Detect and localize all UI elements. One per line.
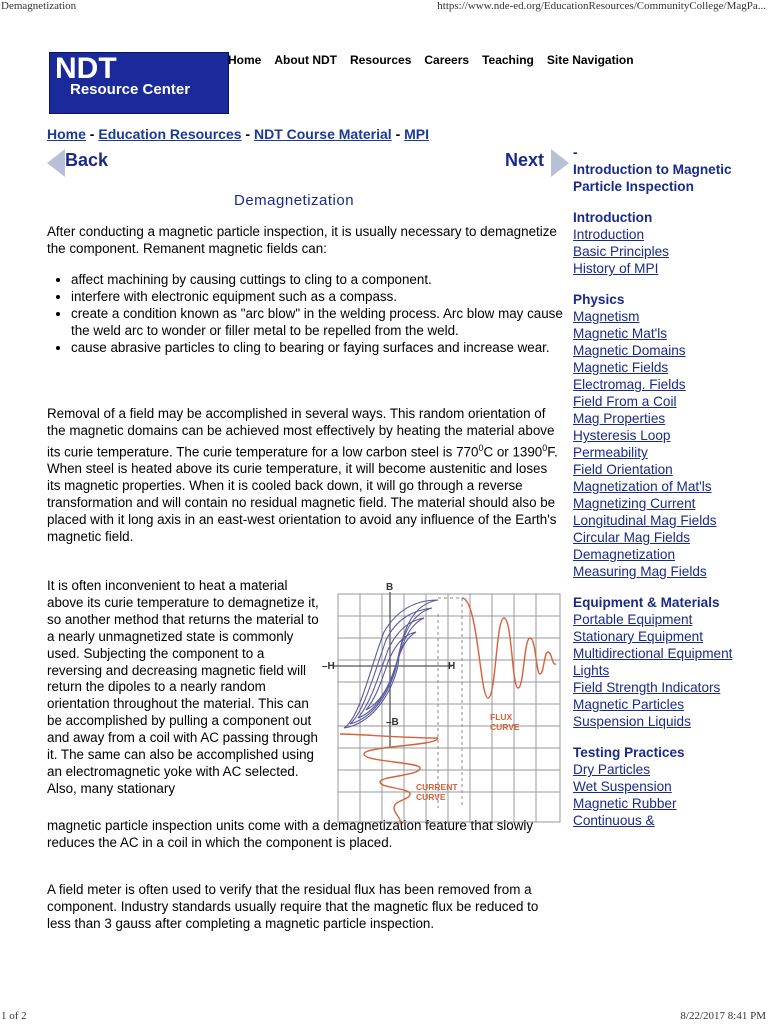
next-button[interactable] xyxy=(505,146,569,180)
print-footer-datetime: 8/22/2017 8:41 PM xyxy=(680,1010,766,1022)
logo-ndt: NDT xyxy=(55,52,117,85)
hysteresis-loops xyxy=(344,600,438,728)
nav-home[interactable]: Home xyxy=(228,53,262,67)
back-button[interactable] xyxy=(47,146,117,180)
sidebar-link[interactable]: Magnetizing Current xyxy=(573,496,696,511)
print-footer xyxy=(0,1010,768,1024)
field-meter-paragraph: A field meter is often used to verify that the residual flux has been removed from a component. Industry standards usually require that the magnetic flux be reduced to less than 3 gauss after completing a magnetic particle inspection. xyxy=(47,882,539,931)
sidebar-link[interactable]: Magnetic Fields xyxy=(573,360,669,375)
sidebar-heading-introduction: Introduction xyxy=(573,210,653,225)
sidebar-link[interactable]: Multidirectional Equipment xyxy=(573,646,733,661)
ac-demag-paragraph-cont: magnetic particle inspection units come with a demagnetization feature that slowly reduces the AC in a coil in which the component is placed. xyxy=(47,818,534,850)
breadcrumb-mpi[interactable]: MPI xyxy=(404,126,430,142)
sidebar-link[interactable]: Magnetization of Mat'ls xyxy=(573,479,712,494)
remanent-field-effects-list xyxy=(47,272,563,357)
axis-label-neg-h: –H xyxy=(322,661,335,672)
print-footer-page: 1 of 2 xyxy=(1,1010,27,1022)
sidebar-heading-testing-practices: Testing Practices xyxy=(573,745,685,760)
sidebar-link[interactable]: Permeability xyxy=(573,445,648,460)
nav-teaching[interactable]: Teaching xyxy=(482,53,534,67)
hysteresis-demag-diagram xyxy=(320,578,564,828)
nav-resources[interactable]: Resources xyxy=(350,53,412,67)
print-header xyxy=(0,0,768,14)
course-sidebar xyxy=(573,144,763,829)
sidebar-link[interactable]: Magnetic Mat'ls xyxy=(573,326,668,341)
sidebar-link[interactable]: Circular Mag Fields xyxy=(573,530,691,545)
sidebar-link[interactable]: Dry Particles xyxy=(573,762,651,777)
logo-subtitle: Resource Center xyxy=(70,81,191,98)
list-item: • create a condition known as "arc blow" in the welding process. Arc blow may cause the weld arc to wonder or filler metal to be repelled from the weld. xyxy=(71,306,563,340)
axis-label-b: B xyxy=(386,582,394,593)
sidebar-link[interactable]: Wet Suspension xyxy=(573,779,672,794)
sidebar-link[interactable]: Suspension Liquids xyxy=(573,714,691,729)
sidebar-link[interactable]: Introduction xyxy=(573,227,645,242)
back-label: Back xyxy=(65,150,109,170)
current-curve-label-2: CURVE xyxy=(416,792,446,802)
sidebar-link[interactable]: Basic Principles xyxy=(573,244,669,259)
nav-careers[interactable]: Careers xyxy=(424,53,470,67)
next-label: Next xyxy=(505,150,545,170)
breadcrumb-ndt-course-material[interactable]: NDT Course Material xyxy=(253,126,392,142)
top-navigation xyxy=(228,53,647,67)
sidebar-link[interactable]: Field Strength Indicators xyxy=(573,680,721,695)
axis-label-neg-b: –B xyxy=(386,717,399,728)
flux-curve-label-2: CURVE xyxy=(490,722,520,732)
flux-curve-label-1: FLUX xyxy=(490,712,513,722)
ac-demag-paragraph: It is often inconvenient to heat a material above its curie temperature to demagnetize it, so another method that returns the material to a nearly unmagnetized state is commonly used. Subjecting the component to a reversing and decreasing magnetic field will return the dipoles to a nearly random orientation throughout the material. This can be accomplished by pulling a component out and away from a coil with AC passing through it. The same can also be accomplished using an electromagnetic yoke with AC selected. Also, many stationary xyxy=(47,578,319,796)
page-title: Demagnetization xyxy=(234,192,355,209)
sidebar-title: Introduction to Magnetic Particle Inspection xyxy=(573,162,732,194)
sidebar-link[interactable]: Field Orientation xyxy=(573,462,673,477)
back-arrow-icon xyxy=(47,149,65,177)
print-header-url: https://www.nde-ed.org/EducationResources/CommunityCollege/MagPa... xyxy=(437,0,766,12)
sidebar-link[interactable]: Continuous & xyxy=(573,813,655,828)
nav-site-navigation[interactable]: Site Navigation xyxy=(546,53,634,67)
sidebar-link[interactable]: Field From a Coil xyxy=(573,394,677,409)
sidebar-link[interactable]: Stationary Equipment xyxy=(573,629,703,644)
sidebar-dash: - xyxy=(573,145,578,160)
sidebar-link[interactable]: History of MPI xyxy=(573,261,659,276)
sidebar-link[interactable]: Hysteresis Loop xyxy=(573,428,671,443)
list-item: • interfere with electronic equipment such as a compass. xyxy=(71,289,563,306)
axis-label-h: H xyxy=(448,661,456,672)
sidebar-link[interactable]: Mag Properties xyxy=(573,411,666,426)
current-curve-label-1: CURRENT xyxy=(416,782,458,792)
breadcrumb-home[interactable]: Home xyxy=(47,126,86,142)
sidebar-link[interactable]: Magnetism xyxy=(573,309,640,324)
ndt-logo[interactable] xyxy=(49,52,229,114)
intro-paragraph: After conducting a magnetic particle inspection, it is usually necessary to demagnetize the component. Remanent magnetic fields can: xyxy=(47,224,557,256)
curie-paragraph: Removal of a field may be accomplished in several ways. This random orientation of the magnetic domains can be achieved most effectively by heating the material above its curie temperature. The curie temperature for a low carbon steel is $770^0C$ or 1390$^0$F. When steel is heated above its curie temperature, it will become austenitic and loses its magnetic properties. When it is cooled back down, it will go through a reverse transformation and will contain no residual magnetic field. The material should also be placed with it long axis in an east-west orientation to avoid any influence of the Earth's magnetic field. xyxy=(47,406,558,544)
list-item: • cause abrasive particles to cling to bearing or faying surfaces and increase wear. xyxy=(71,340,563,357)
sidebar-link[interactable]: Measuring Mag Fields xyxy=(573,564,707,579)
sidebar-link[interactable]: Portable Equipment xyxy=(573,612,693,627)
nav-about[interactable]: About NDT xyxy=(274,53,337,67)
print-header-title: Demagnetization xyxy=(1,0,77,12)
sidebar-heading-equipment: Equipment & Materials xyxy=(573,595,720,610)
sidebar-link[interactable]: Demagnetization xyxy=(573,547,676,562)
sidebar-link[interactable]: Magnetic Domains xyxy=(573,343,686,358)
sidebar-link[interactable]: Longitudinal Mag Fields xyxy=(573,513,717,528)
next-arrow-icon xyxy=(551,149,569,177)
demagnetization-figure xyxy=(320,578,564,828)
list-item: • affect machining by causing cuttings to cling to a component. xyxy=(71,272,563,289)
sidebar-link[interactable]: Magnetic Rubber xyxy=(573,796,677,811)
breadcrumb: Home - Education Resources - NDT Course Material - MPI xyxy=(47,126,430,142)
flux-curve xyxy=(462,598,556,698)
breadcrumb-education-resources[interactable]: Education Resources xyxy=(98,126,242,142)
sidebar-link[interactable]: Electromag. Fields xyxy=(573,377,686,392)
sidebar-heading-physics: Physics xyxy=(573,292,625,307)
sidebar-link[interactable]: Magnetic Particles xyxy=(573,697,685,712)
sidebar-link[interactable]: Lights xyxy=(573,663,610,678)
